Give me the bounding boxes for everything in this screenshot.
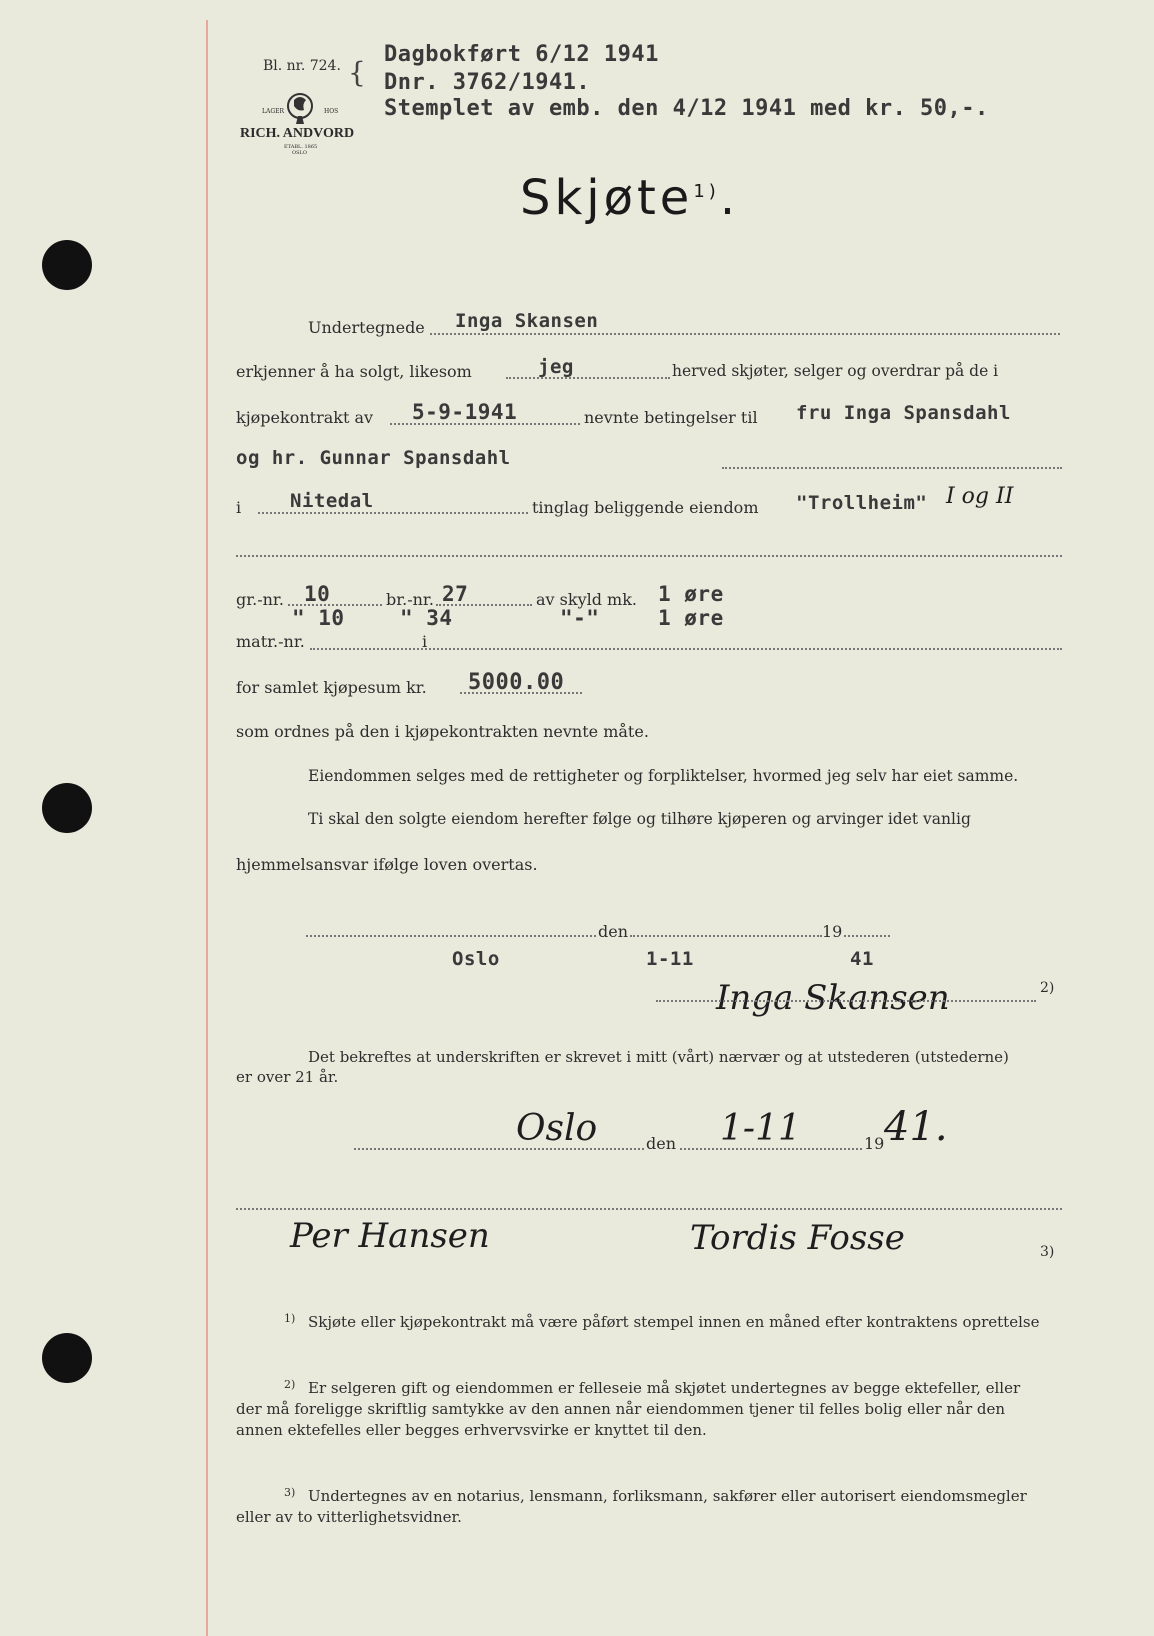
form-number: Bl. nr. 724. xyxy=(263,58,341,74)
footnote-2: Er selgeren gift og eiendommen er felleseie må skjøtet undertegnes av begge ektefeller, eller xyxy=(308,1379,1021,1397)
punch-hole-top xyxy=(42,240,92,290)
signing-year: 41 xyxy=(850,948,874,970)
municipality: Nitedal xyxy=(290,490,374,512)
punch-hole-bottom xyxy=(42,1333,92,1383)
signing-date: 1-11 xyxy=(646,948,694,970)
witness-signature-1: Per Hansen xyxy=(290,1216,490,1256)
logo-name: RICH. ANDVORD xyxy=(240,126,355,141)
property-note: I og II xyxy=(946,484,1014,509)
footnote-1: Skjøte eller kjøpekontrakt må være påført stempel innen en måned efter kontraktens oprettelse xyxy=(308,1313,1040,1331)
witness-signature-2: Tordis Fosse xyxy=(690,1218,905,1258)
footnote-3: Undertegnes av en notarius, lensmann, forliksmann, sakfører eller autorisert eiendomsmegler xyxy=(308,1487,1027,1505)
andvord-logo: LAGER HOS RICH. ANDVORD ETABL. 1865 OSLO xyxy=(238,86,368,156)
deed-page: Bl. nr. 724. { Dagbokført 6/12 1941 Dnr. 3762/1941. Stemplet av emb. den 4/12 1941 med kr. 50,-. LAGER HOS RICH. ANDVORD ETABL. 1865 OSLO Skjøte$^{1)}$. Undertegnede Inga Skansen erkjenner å ha solgt, likesom jeg herved skjøter, selger og overdrar på de i kjøpekontrakt av 5-9-1941 nevnte betingelser til fru Inga Spansdahl og hr. Gunnar Spansdahl i Nitedal tinglag beliggende eiendom "Trollheim" I og II gr.-nr. 10 br.-nr. 27 av skyld mk. 1 øre " 10 " 34 "-" 1 øre matr.-nr. i for samlet kjøpesum kr. 5000.00 som ordnes på den i kjøpekontrakten nevnte måte. Eiendommen selges med de rettigheter og forpliktelser, hvormed jeg selv har eiet samme. Ti skal den solgte eiendom herefter følge og tilhøre kjøperen og arvinger idet vanlig hjemmelsansvar ifølge loven overtas. den 19 Oslo 1-11 41 Inga Skansen 2) Det bekreftes at underskriften er skrevet i mitt (vårt) nærvær og at utstederen (utstederne) er over 21 år. Oslo den 1-11 19 41. Per Hansen Tordis Fosse 3) 1) Skjøte eller kjøpekontrakt må være påført stempel innen en måned efter kontraktens oprettelse 2) Er selgeren gift og eiendommen er felleseie må skjøtet undertegnes av begge ektefeller, eller der må foreligge skriftlig samtykke av den annen når eiendommen tjener til felles bolig eller når den annen ektefelles eller begges erhvervsvirke er knyttet til den. 3) Undertegnes av en notarius, lensmann, forliksmann, sakfører eller autorisert eiendomsmegler eller av to vitterlighetsvidner. xyxy=(0,0,1154,1636)
witness-place: Oslo xyxy=(516,1108,598,1149)
seller-name: Inga Skansen xyxy=(455,310,599,332)
stamp-line-3: Stemplet av emb. den 4/12 1941 med kr. 50,-. xyxy=(384,96,989,121)
buyer-name-1: fru Inga Spansdahl xyxy=(796,402,1011,424)
margin-line xyxy=(206,20,208,1636)
witness-year: 41. xyxy=(884,1104,948,1150)
stamp-line-1: Dagbokført 6/12 1941 xyxy=(384,42,659,67)
buyer-name-2: og hr. Gunnar Spansdahl xyxy=(236,447,511,469)
stamp-line-2: Dnr. 3762/1941. xyxy=(384,70,591,95)
contract-date: 5-9-1941 xyxy=(412,400,518,424)
punch-hole-middle xyxy=(42,783,92,833)
seller-signature: Inga Skansen xyxy=(716,978,950,1018)
witness-date: 1-11 xyxy=(720,1108,801,1149)
document-title: Skjøte$^{1)}$. xyxy=(520,170,740,226)
brace-mark: { xyxy=(348,56,366,89)
property-name: "Trollheim" xyxy=(796,492,928,514)
purchase-sum: 5000.00 xyxy=(468,670,565,695)
signing-place: Oslo xyxy=(452,948,500,970)
